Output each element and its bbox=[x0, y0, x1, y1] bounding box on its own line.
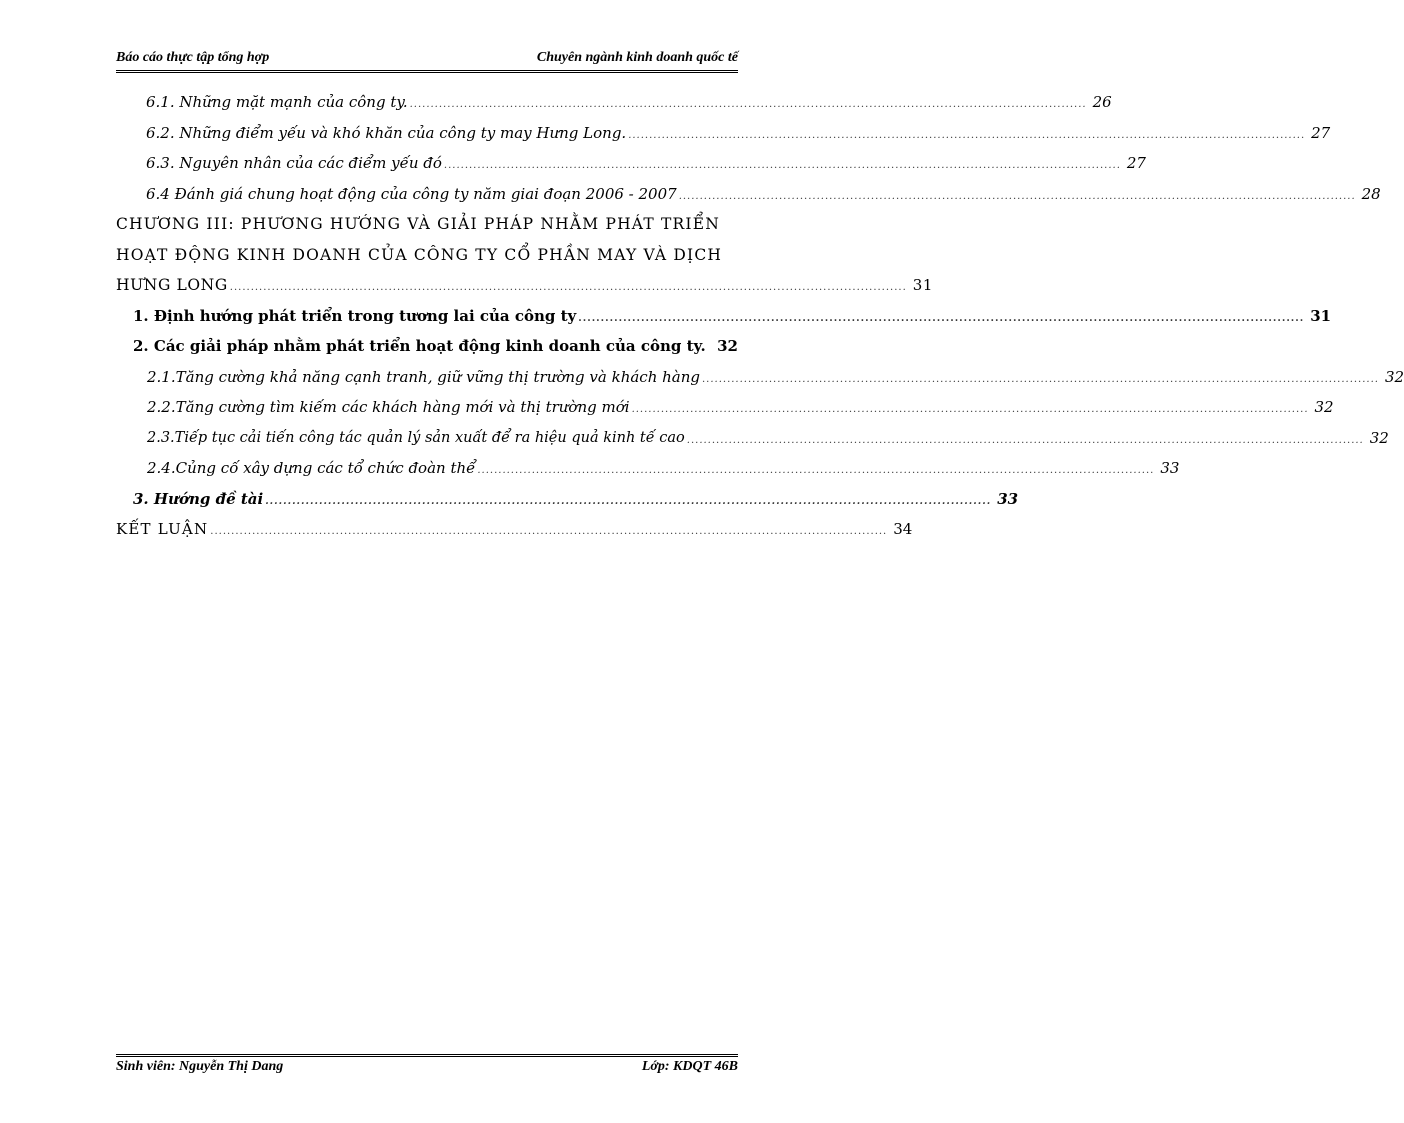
toc-page-number: 33 bbox=[997, 489, 1019, 508]
toc-entry-2[interactable] bbox=[116, 331, 738, 362]
toc-page-number: 28 bbox=[1361, 184, 1381, 203]
toc-page-number: 32 bbox=[1369, 428, 1389, 447]
toc-entry-6-1[interactable] bbox=[116, 87, 1112, 118]
toc-page-number: 33 bbox=[1160, 459, 1180, 478]
table-of-contents bbox=[116, 87, 1404, 545]
toc-entry-2-4[interactable] bbox=[116, 453, 1180, 484]
toc-leader-dots: .................................................................................................................................................................. bbox=[210, 526, 888, 538]
toc-entry-6-4[interactable] bbox=[116, 179, 1381, 210]
toc-leader-dots: .................................................................................................................................................................. bbox=[409, 99, 1087, 111]
toc-leader-dots: .................................................................................................................................................................. bbox=[578, 312, 1305, 324]
toc-entry-3[interactable] bbox=[116, 484, 1019, 515]
toc-entry-conclusion[interactable] bbox=[116, 514, 913, 545]
toc-page-number: 31 bbox=[912, 276, 934, 295]
page-footer bbox=[116, 1059, 738, 1081]
toc-entry-text: 2.3.Tiếp tục cải tiến công tác quản lý sản xuất để ra hiệu quả kinh tế cao bbox=[147, 429, 685, 446]
toc-page-number: 31 bbox=[1310, 306, 1332, 325]
toc-leader-dots: .................................................................................................................................................................. bbox=[631, 404, 1309, 416]
toc-entry-text: 1. Định hướng phát triển trong tương lai của công ty bbox=[133, 306, 577, 325]
chapter-title-line-1: CHƯƠNG III: PHƯƠNG HƯỚNG VÀ GIẢI PHÁP NHẰM PHÁT TRIỂN bbox=[116, 215, 721, 234]
toc-page-number: 27 bbox=[1126, 154, 1146, 173]
toc-page-number: 32 bbox=[1384, 367, 1404, 386]
toc-leader-dots: .................................................................................................................................................................. bbox=[229, 282, 907, 294]
footer-class: Lớp: KDQT 46B bbox=[641, 1059, 738, 1074]
toc-entry-text: 6.3. Nguyên nhân của các điểm yếu đó bbox=[146, 154, 442, 173]
toc-entry-text: 6.2. Những điểm yếu và khó khăn của công ty may Hưng Long. bbox=[146, 123, 627, 142]
toc-entry-text: 6.4 Đánh giá chung hoạt động của công ty năm giai đoạn 2006 - 2007 bbox=[146, 184, 677, 203]
toc-page-number: 32 bbox=[717, 337, 738, 356]
toc-entry-text: 2.2.Tăng cường tìm kiếm các khách hàng mới và thị trường mới bbox=[147, 398, 630, 417]
footer-rule bbox=[116, 1054, 738, 1057]
toc-leader-dots: .................................................................................................................................................................. bbox=[702, 373, 1379, 385]
footer-student-name: Sinh viên: Nguyễn Thị Dang bbox=[116, 1059, 284, 1074]
toc-entry-text: HƯNG LONG bbox=[116, 276, 228, 295]
toc-entry-text: 6.1. Những mặt mạnh của công ty. bbox=[146, 93, 408, 112]
page-header bbox=[116, 48, 738, 70]
toc-entry-1[interactable] bbox=[116, 301, 1332, 332]
toc-entry-text: KẾT LUẬN bbox=[116, 520, 209, 539]
toc-entry-2-1[interactable] bbox=[116, 362, 1404, 393]
toc-entry-text: 2. Các giải pháp nhằm phát triển hoạt động kinh doanh của công ty. bbox=[133, 337, 706, 356]
toc-entry-6-3[interactable] bbox=[116, 148, 1146, 179]
toc-entry-text: 3. Hướng đề tài bbox=[133, 489, 264, 508]
toc-leader-dots: .................................................................................................................................................................. bbox=[628, 129, 1306, 141]
toc-page-number: 34 bbox=[893, 520, 913, 539]
toc-page-number: 27 bbox=[1311, 123, 1331, 142]
toc-leader-dots: .................................................................................................................................................................. bbox=[443, 160, 1121, 172]
header-major: Chuyên ngành kinh doanh quốc tế bbox=[536, 50, 738, 65]
toc-leader-dots: .................................................................................................................................................................. bbox=[477, 465, 1155, 477]
toc-leader-dots: .................................................................................................................................................................. bbox=[686, 434, 1364, 446]
toc-leader-dots: .................................................................................................................................................................. bbox=[678, 190, 1356, 202]
toc-page-number: 32 bbox=[1314, 398, 1334, 417]
header-rule bbox=[116, 70, 738, 73]
toc-entry-6-2[interactable] bbox=[116, 118, 1331, 149]
chapter-title-line-2: HOẠT ĐỘNG KINH DOANH CỦA CÔNG TY CỔ PHẦN MAY VÀ DỊCH bbox=[116, 245, 723, 264]
toc-leader-dots: .................................................................................................................................................................. bbox=[265, 495, 992, 507]
chapter-title-line-3 bbox=[116, 270, 934, 301]
toc-entry-text: 2.4.Củng cố xây dựng các tổ chức đoàn thể bbox=[147, 459, 476, 478]
toc-page-number: 26 bbox=[1092, 93, 1112, 112]
toc-entry-2-2[interactable] bbox=[116, 392, 1334, 423]
toc-entry-2-3[interactable] bbox=[116, 423, 1389, 454]
header-report-title: Báo cáo thực tập tổng hợp bbox=[116, 50, 270, 65]
toc-entry-chapter-3[interactable] bbox=[116, 209, 934, 301]
toc-entry-text: 2.1.Tăng cường khả năng cạnh tranh, giữ vững thị trường và khách hàng bbox=[147, 367, 700, 386]
